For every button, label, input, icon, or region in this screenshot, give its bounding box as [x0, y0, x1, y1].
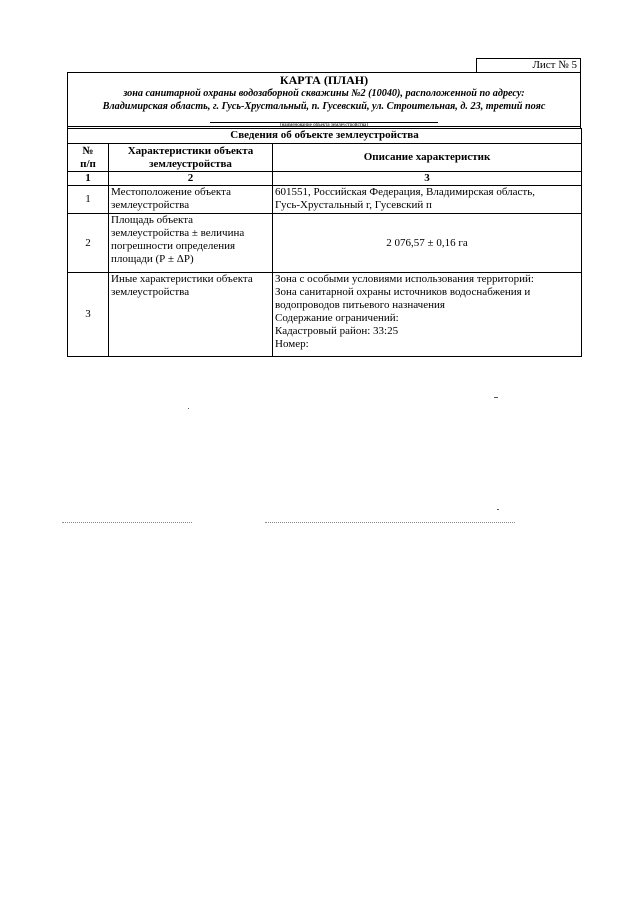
- row-number: 3: [68, 273, 109, 357]
- scan-noise-line: [62, 522, 192, 524]
- row-description: 601551, Российская Федерация, Владимирская область, Гусь-Хрустальный г, Гусевский п: [273, 186, 582, 214]
- object-info-table: [67, 128, 582, 357]
- document-header: [67, 72, 581, 127]
- document-subtitle-line-1: зона санитарной охраны водозаборной скважины №2 (10040), расположенной по адресу:: [123, 88, 525, 99]
- sheet-number-label: Лист № 5: [476, 58, 581, 72]
- scan-speck: [188, 408, 189, 409]
- column-header-characteristic: Характеристики объекта землеустройства: [109, 144, 273, 172]
- scan-speck: [494, 397, 498, 398]
- column-header-number: № п/п: [68, 144, 109, 172]
- table-row: [68, 273, 582, 357]
- column-number: 3: [273, 172, 582, 186]
- scan-speck: [497, 509, 499, 510]
- column-number: 1: [68, 172, 109, 186]
- row-number: 2: [68, 214, 109, 273]
- table-row: [68, 214, 582, 273]
- scan-noise-line: [265, 522, 515, 524]
- section-title-row: [68, 129, 582, 144]
- document-title: КАРТА (ПЛАН): [279, 73, 369, 87]
- row-characteristic: Местоположение объекта землеустройства: [109, 186, 273, 214]
- column-header-description: Описание характеристик: [273, 144, 582, 172]
- document-subtitle-line-2: Владимирская область, г. Гусь-Хрустальный, п. Гусевский, ул. Строительная, д. 23, третий пояс: [102, 101, 546, 112]
- column-number: 2: [109, 172, 273, 186]
- column-number-row: [68, 172, 582, 186]
- row-characteristic: Иные характеристики объекта землеустройства: [109, 273, 273, 357]
- table-row: [68, 186, 582, 214]
- column-header-row: [68, 144, 582, 172]
- section-title: Сведения об объекте землеустройства: [68, 129, 582, 144]
- object-name-caption: (наименование объекта землеустройства): [210, 122, 438, 129]
- row-characteristic: Площадь объекта землеустройства ± величина погрешности определения площади (Р ± ΔР): [109, 214, 273, 273]
- row-description: Зона с особыми условиями использования территорий: Зона санитарной охраны источников водоснабжения и водопроводов питьевого назначения Содержание ограничений: Кадастровый район: 33:25 Номер:: [273, 273, 582, 357]
- row-description: 2 076,57 ± 0,16 га: [273, 214, 582, 273]
- row-number: 1: [68, 186, 109, 214]
